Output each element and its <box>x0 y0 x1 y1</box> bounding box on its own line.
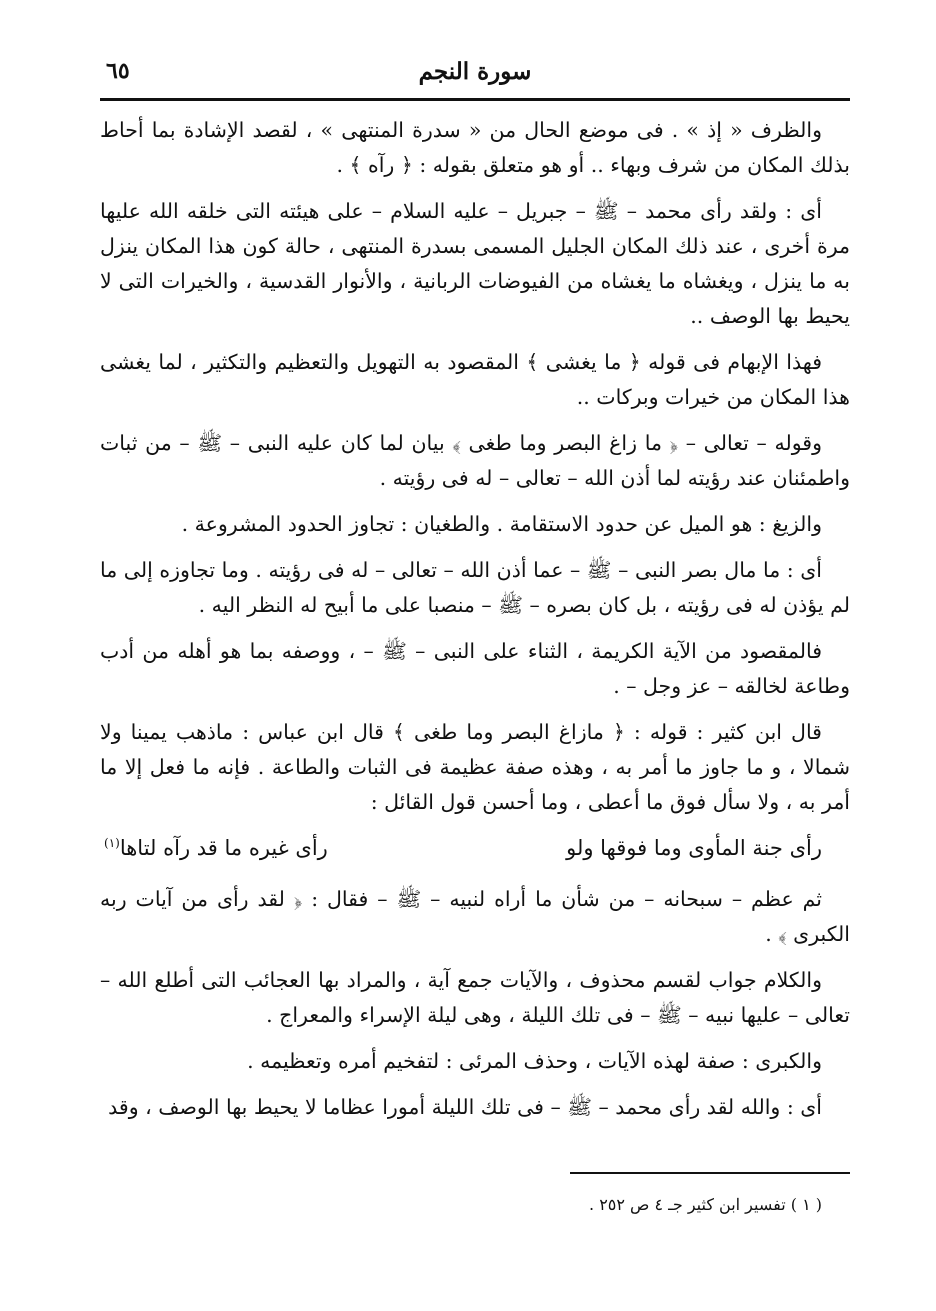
paragraph: والكلام جواب لقسم محذوف ، والآيات جمع آية ، والمراد بها العجائب التى أطلع الله – تعالى – عليها نبيه – ﷺ – فى تلك الليلة ، وهى ليلة الإسراء والمعراج . <box>100 968 850 1027</box>
verse-second-hemistich-wrap <box>104 831 328 866</box>
running-title: سورة النجم <box>418 58 532 85</box>
header-rule <box>100 98 850 101</box>
footnote-marker: (١) <box>104 836 120 850</box>
paragraph: فالمقصود من الآية الكريمة ، الثناء على النبى – ﷺ – ، ووصفه بما هو أهله من أدب وطاعة لخالقه – عز وجل – . <box>100 639 850 698</box>
paragraph: أى : ما مال بصر النبى – ﷺ – عما أذن الله – تعالى – له فى رؤيته . وما تجاوزه إلى ما لم يؤذن له فى رؤيته ، بل كان بصره – ﷺ – منصبا على ما أبيح له النظر اليه . <box>100 558 850 617</box>
verse-second-hemistich: رأى غيره ما قد رآه لتاها <box>119 836 328 860</box>
verse-first-hemistich: رأى جنة المأوى وما فوقها ولو <box>566 836 822 860</box>
paragraph: وقوله – تعالى – ﴿ ما زاغ البصر وما طغى ﴾ بيان لما كان عليه النبى – ﷺ – من ثبات واطمئنان عند رؤيته لما أذن الله – تعالى – له فى رؤيته . <box>100 431 850 490</box>
footnote: ( ١ ) تفسير ابن كثير جـ ٤ ص ٢٥٢ . <box>589 1195 822 1214</box>
page-number: ٦٥ <box>106 58 130 84</box>
paragraph: فهذا الإبهام فى قوله ﴿ ما يغشى ﴾ المقصود به التهويل والتعظيم والتكثير ، لما يغشى هذا المكان من خيرات وبركات .. <box>100 350 850 409</box>
paragraph: والكبرى : صفة لهذه الآيات ، وحذف المرئى : لتفخيم أمره وتعظيمه . <box>247 1049 822 1073</box>
page-header <box>100 52 850 96</box>
poetry-verse <box>100 831 850 866</box>
paragraph: والزيغ : هو الميل عن حدود الاستقامة . والطغيان : تجاوز الحدود المشروعة . <box>181 512 822 536</box>
paragraph: قال ابن كثير : قوله : ﴿ مازاغ البصر وما طغى ﴾ قال ابن عباس : ماذهب يمينا ولا شمالا ، و ما جاوز ما أمر به ، وهذه صفة عظيمة فى الثبات والطاعة . فإنه ما فعل إلا ما أمر به ، ولا سأل فوق ما أعطى ، وما أحسن قول القائل : <box>100 720 850 814</box>
paragraph: ثم عظم – سبحانه – من شأن ما أراه لنبيه – ﷺ – فقال : ﴿ لقد رأى من آيات ربه الكبرى ﴾ . <box>100 887 850 946</box>
paragraph: أى : ولقد رأى محمد – ﷺ – جبريل – عليه السلام – على هيئته التى خلقه الله عليها مرة أخرى ، عند ذلك المكان الجليل المسمى بسدرة المنتهى ، حالة كون هذا المكان ينزل به ما ينزل ، ويغشاه ما يغشاه من الفيوضات الربانية ، والأنوار القدسية ، والخيرات التى لا يحيط بها الوصف .. <box>100 199 850 328</box>
paragraph: والظرف « إذ » . فى موضع الحال من « سدرة المنتهى » ، لقصد الإشادة بما أحاط بذلك المكان من شرف وبهاء .. أو هو متعلق بقوله : ﴿ رآه ﴾ . <box>100 118 850 177</box>
paragraph: أى : والله لقد رأى محمد – ﷺ – فى تلك الليلة أمورا عظاما لا يحيط بها الوصف ، وقد <box>108 1095 822 1119</box>
footnote-rule <box>570 1172 850 1174</box>
body-text <box>100 113 850 1136</box>
